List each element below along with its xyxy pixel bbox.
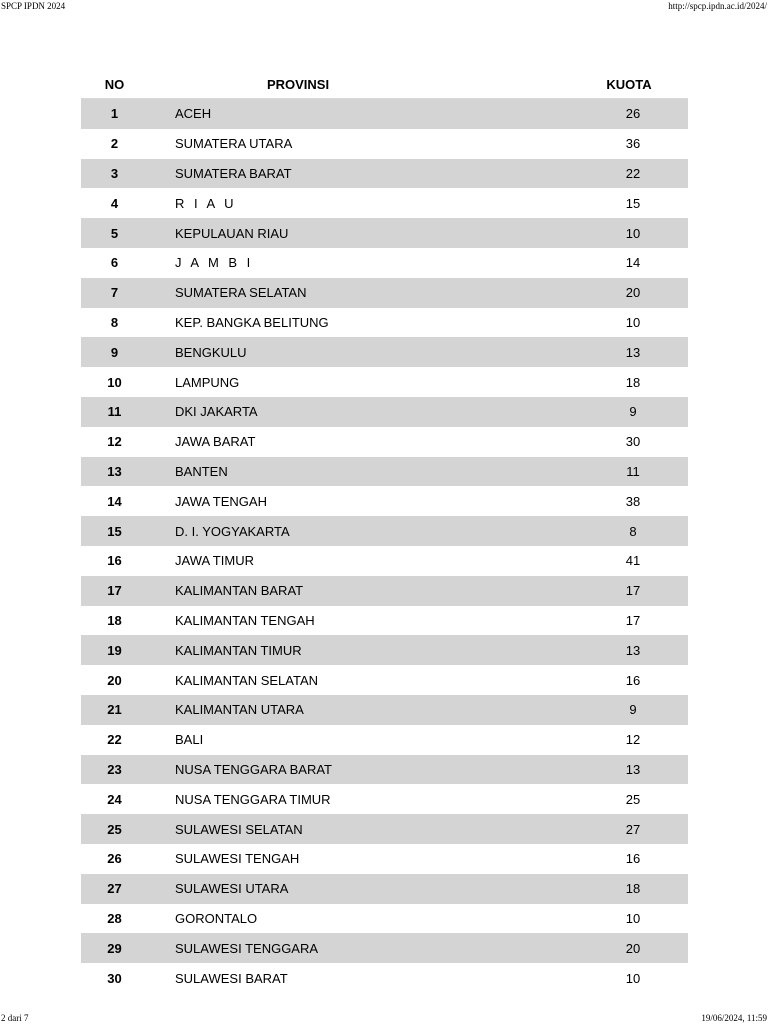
table-row (81, 129, 688, 159)
quota-value: 25 (625, 791, 641, 807)
table-row (81, 248, 688, 278)
province-name: D. I. YOGYAKARTA (175, 523, 290, 539)
province-name: KALIMANTAN SELATAN (175, 672, 319, 688)
province-name: SUMATERA UTARA (175, 136, 293, 152)
row-number: 8 (110, 314, 119, 330)
row-number: 3 (110, 165, 119, 181)
row-number: 5 (110, 225, 119, 241)
table-row (81, 784, 688, 814)
table-row (81, 874, 688, 904)
province-name: SUMATERA BARAT (175, 165, 292, 181)
quota-value: 36 (625, 136, 641, 152)
print-header-title: SPCP IPDN 2024 (1, 1, 66, 11)
quota-value: 27 (625, 821, 641, 837)
row-number: 10 (107, 374, 122, 390)
table-row (81, 725, 688, 755)
province-name: DKI JAKARTA (175, 404, 258, 420)
row-number: 23 (107, 761, 122, 777)
quota-value: 13 (625, 761, 641, 777)
province-name: KALIMANTAN BARAT (175, 583, 304, 599)
row-number: 16 (107, 553, 122, 569)
quota-value: 9 (629, 702, 637, 718)
row-number: 13 (107, 463, 122, 479)
province-quota-table (81, 70, 688, 993)
table-row (81, 337, 688, 367)
province-name: SULAWESI UTARA (175, 881, 289, 897)
province-name: GORONTALO (175, 910, 258, 926)
quota-value: 10 (625, 970, 641, 986)
quota-value: 18 (625, 881, 641, 897)
table-row (81, 814, 688, 844)
quota-value: 9 (629, 404, 637, 420)
quota-value: 10 (625, 910, 641, 926)
row-number: 9 (110, 344, 119, 360)
row-number: 1 (110, 106, 119, 122)
province-name: KEPULAUAN RIAU (175, 225, 289, 241)
province-name: NUSA TENGGARA BARAT (175, 761, 333, 777)
province-name: LAMPUNG (175, 374, 240, 390)
print-header-url: http://spcp.ipdn.ac.id/2024/ (668, 1, 767, 11)
quota-value: 30 (625, 434, 641, 450)
province-name: J A M B I (175, 255, 254, 271)
table-row (81, 397, 688, 427)
province-name: ACEH (175, 106, 212, 122)
row-number: 14 (107, 493, 122, 509)
quota-value: 10 (625, 314, 641, 330)
page-number: 2 dari 7 (1, 1013, 29, 1023)
province-name: JAWA TIMUR (175, 553, 254, 569)
quota-value: 18 (625, 374, 641, 390)
column-header-no: NO (104, 76, 125, 92)
column-header-kuota: KUOTA (606, 76, 652, 92)
quota-value: 20 (625, 285, 641, 301)
table-body (81, 99, 688, 993)
row-number: 2 (110, 136, 119, 152)
table-row (81, 486, 688, 516)
row-number: 30 (107, 970, 122, 986)
quota-value: 8 (629, 523, 637, 539)
table-row (81, 516, 688, 546)
row-number: 6 (110, 255, 119, 271)
row-number: 25 (107, 821, 122, 837)
quota-value: 17 (625, 612, 641, 628)
column-header-provinsi: PROVINSI (266, 76, 330, 92)
row-number: 20 (107, 672, 122, 688)
table-row (81, 278, 688, 308)
table-row (81, 933, 688, 963)
table-row (81, 308, 688, 338)
table-row (81, 665, 688, 695)
table-row (81, 188, 688, 218)
province-name: SULAWESI BARAT (175, 970, 288, 986)
table-row (81, 546, 688, 576)
province-name: BENGKULU (175, 344, 247, 360)
quota-value: 20 (625, 940, 641, 956)
row-number: 11 (107, 404, 122, 420)
province-name: SULAWESI TENGGARA (175, 940, 319, 956)
table-row (81, 904, 688, 934)
province-name: KEP. BANGKA BELITUNG (175, 314, 329, 330)
province-name: KALIMANTAN UTARA (175, 702, 304, 718)
quota-value: 16 (625, 851, 641, 867)
table-header-row (81, 70, 688, 99)
province-name: BANTEN (175, 463, 228, 479)
table-row (81, 367, 688, 397)
province-name: JAWA TENGAH (175, 493, 267, 509)
table-row (81, 755, 688, 785)
quota-value: 22 (625, 165, 641, 181)
quota-value: 13 (625, 344, 641, 360)
quota-value: 17 (625, 583, 641, 599)
row-number: 7 (110, 285, 119, 301)
row-number: 18 (107, 612, 122, 628)
row-number: 12 (107, 434, 122, 450)
quota-value: 13 (625, 642, 641, 658)
quota-value: 26 (625, 106, 641, 122)
quota-value: 16 (625, 672, 641, 688)
row-number: 27 (107, 881, 122, 897)
table-row (81, 427, 688, 457)
row-number: 24 (107, 791, 122, 807)
province-name: SULAWESI TENGAH (175, 851, 300, 867)
quota-value: 41 (625, 553, 641, 569)
province-name: NUSA TENGGARA TIMUR (175, 791, 331, 807)
row-number: 26 (107, 851, 122, 867)
quota-value: 15 (625, 195, 641, 211)
row-number: 28 (107, 910, 122, 926)
table-row (81, 844, 688, 874)
row-number: 21 (107, 702, 122, 718)
province-name: KALIMANTAN TENGAH (175, 612, 315, 628)
print-footer (0, 1012, 768, 1024)
row-number: 29 (107, 940, 122, 956)
print-header (0, 0, 768, 12)
row-number: 17 (107, 583, 122, 599)
row-number: 22 (107, 732, 122, 748)
table-row (81, 99, 688, 129)
table-row (81, 457, 688, 487)
table-row (81, 963, 688, 993)
quota-value: 14 (625, 255, 641, 271)
print-timestamp: 19/06/2024, 11:59 (701, 1013, 767, 1023)
province-name: JAWA BARAT (175, 434, 256, 450)
row-number: 4 (110, 195, 119, 211)
row-number: 19 (107, 642, 122, 658)
row-number: 15 (107, 523, 122, 539)
table-row (81, 695, 688, 725)
quota-value: 11 (626, 463, 640, 479)
quota-value: 38 (625, 493, 641, 509)
province-name: SUMATERA SELATAN (175, 285, 307, 301)
table-row (81, 635, 688, 665)
table-row (81, 606, 688, 636)
province-name: BALI (175, 732, 204, 748)
province-name: SULAWESI SELATAN (175, 821, 303, 837)
province-name: KALIMANTAN TIMUR (175, 642, 302, 658)
province-name: R I A U (175, 195, 237, 211)
quota-value: 10 (625, 225, 641, 241)
table-row (81, 159, 688, 189)
quota-value: 12 (625, 732, 641, 748)
table-row (81, 218, 688, 248)
table-row (81, 576, 688, 606)
